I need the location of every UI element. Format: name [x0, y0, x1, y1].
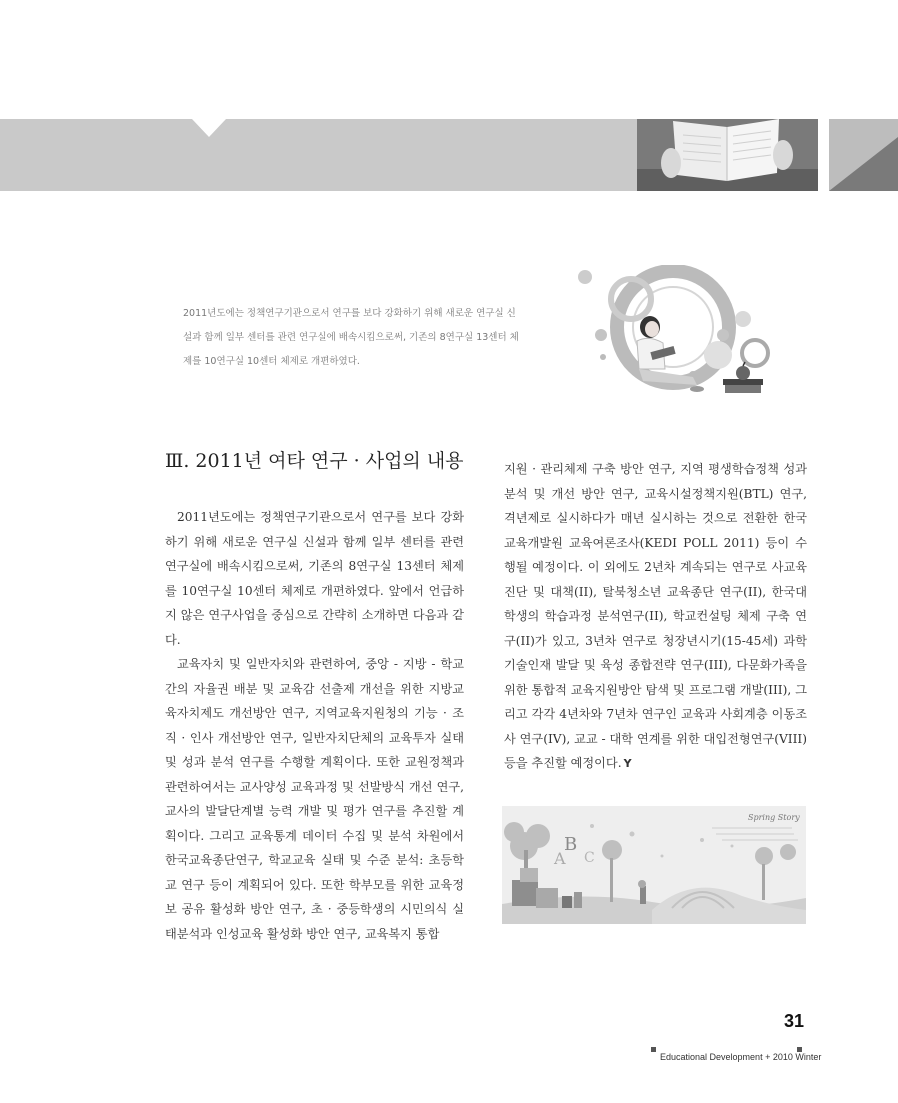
end-mark-icon: Y	[623, 757, 632, 770]
section-title: Ⅲ. 2011년 여타 연구 · 사업의 내용	[165, 450, 464, 472]
corner-tab	[829, 119, 898, 191]
header-notch	[192, 119, 226, 137]
page-number: 31	[784, 1011, 805, 1031]
letter-c: C	[584, 850, 595, 866]
letter-b: B	[564, 834, 578, 855]
body-paragraph: 교육자치 및 일반자치와 관련하여, 중앙 - 지방 - 학교 간의 자율권 배분 및 교육감 선출제 개선을 위한 지방교육자치제도 개선방안 연구, 지역교육지원청의 기능 · 조직 · 인사 개선방안 연구, 일반자치단체의 교육투자 실태 및 성과 분석 연구를 수행할 계획이다. 또한 교원정책과 관련하여서는 교사양성 교육과정 및 선발방식 개선 연구, 교사의 발달단계별 능력 개발 및 평가 연구를 추진할 계획이다. 그리고 교육통계 데이터 수집 및 분석 차원에서 한국교육종단연구, 학교교육 실태 및 수준 분석: 초등학교 연구 등이 계획되어 있다. 또한 학부모를 위한 교육정보 공유 활성화 방안 연구, 초 · 중등학생의 시민의식 실태분석과 인성교육 활성화 방안 연구, 교육복지 통합	[165, 657, 464, 941]
intro-summary	[183, 302, 528, 374]
footer-square-icon	[651, 1047, 656, 1052]
publication-footer: Educational Development + 2010 Winter	[660, 1052, 822, 1062]
body-paragraph: 2011년도에는 정책연구기관으로서 연구를 보다 강화하기 위해 새로운 연구실 신설과 함께 일부 센터를 관련 연구실에 배속시킴으로써, 기존의 8연구실 13센터 체제를 10연구실 10센터 체제로 개편하였다. 앞에서 언급하지 않은 연구사업을 중심으로 간략히 소개하면 다음과 같다.	[165, 510, 464, 647]
intro-line: 2011년도에는 정책연구기관으로서 연구를 보다 강화하기 위해 새로운 연구실 신	[183, 308, 516, 319]
intro-line: 제를 10연구실 10센터 체제로 개편하였다.	[183, 356, 360, 367]
letter-a: A	[554, 849, 566, 868]
body-column-left	[165, 505, 464, 946]
intro-line: 설과 함께 일부 센터를 관련 연구실에 배속시킴으로써, 기존의 8연구실 13센터 체	[183, 332, 519, 343]
footer-square-icon	[797, 1047, 802, 1052]
reading-woman-illustration	[573, 265, 777, 405]
body-paragraph-text: 지원 · 관리체제 구축 방안 연구, 지역 평생학습정책 성과 분석 및 개선 방안 연구, 교육시설정책지원(BTL) 연구, 격년제로 실시하다가 매년 실시하는 것으로 전환한 한국교육개발원 교육여론조사(KEDI POLL 2011) 등이 수행될 예정이다. 이 외에도 2년차 계속되는 연구로 사교육 진단 및 대책(II), 탈북청소년 교육종단 연구(II), 한국대학생의 학습과정 분석연구(II), 학교컨설팅 체제 구축 연구(II)가 있고, 3년차 연구로 청장년시기(15-45세) 과학기술인재 발달 및 육성 종합전략 연구(III), 다문화가족을 위한 통합적 교육지원방안 탐색 및 프로그램 개발(III), 그리고 각각 4년차와 7년차 연구인 교육과 사회계층 이동조사 연구(IV), 교교 - 대학 연계를 위한 대입전형연구(VIII) 등을 추진할 예정이다.	[504, 462, 807, 770]
spring-story-illustration	[502, 806, 806, 924]
body-column-right	[504, 457, 807, 777]
reading-photo	[637, 119, 818, 191]
body-paragraph	[504, 457, 807, 777]
spring-story-script: Spring Story	[748, 813, 800, 822]
